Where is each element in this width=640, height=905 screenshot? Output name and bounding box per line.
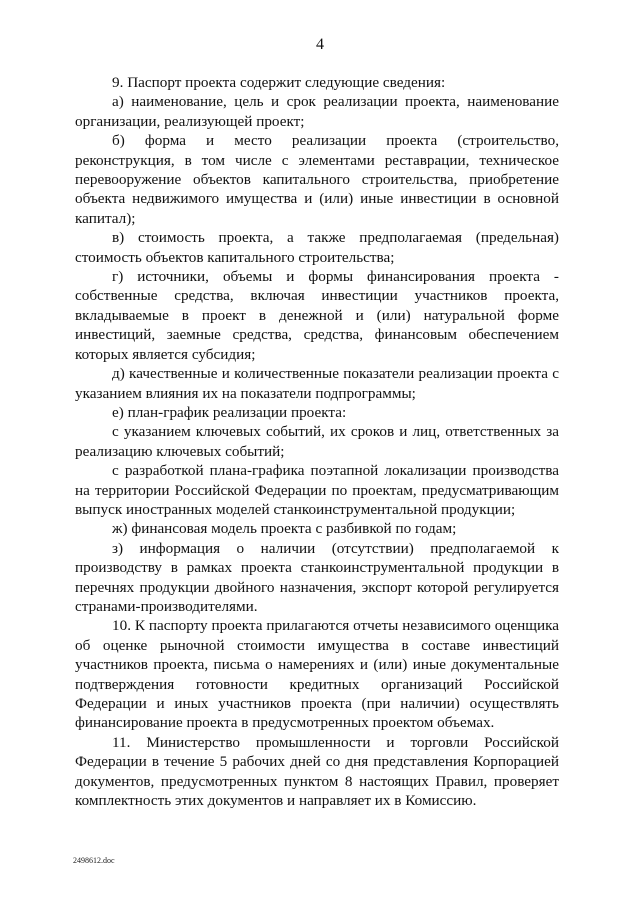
paragraph-9-intro: 9. Паспорт проекта содержит следующие сведения:	[112, 74, 446, 91]
document-body	[75, 73, 559, 810]
item-a-name-goal-term: а) наименование, цель и срок реализации проекта, наименование организации, реализующей проект;	[75, 93, 559, 130]
item-v-cost: в) стоимость проекта, а также предполагаемая (предельная) стоимость объектов капитального строительства;	[75, 229, 559, 266]
schedule-localization: с разработкой плана-графика поэтапной локализации производства на территории Российской Федерации по проектам, предусматривающим выпуск иностранных моделей станкоинструментальной продукции;	[75, 462, 559, 518]
item-d-indicators: д) качественные и количественные показатели реализации проекта с указанием влияния их на показатели подпрограммы;	[75, 365, 559, 402]
item-zh-financial-model: ж) финансовая модель проекта с разбивкой по годам;	[112, 520, 457, 538]
schedule-key-events: с указанием ключевых событий, их сроков и лиц, ответственных за реализацию ключевых событий;	[75, 423, 559, 460]
item-g-funding-sources: г) источники, объемы и формы финансирования проекта - собственные средства, включая инвестиции участников проекта, вкладываемые в проект в денежной и (или) натуральной форме инвестиций, заемные средства, средства, финансовым обеспечением которых является субсидия;	[75, 268, 559, 363]
page-number: 4	[316, 36, 324, 53]
paragraph-11: 11. Министерство промышленности и торговли Российской Федерации в течение 5 рабочих дней со дня представления Корпорацией документов, предусмотренных пунктом 8 настоящих Правил, проверяет комплектность этих документов и направляет их в Комиссию.	[75, 733, 559, 810]
item-b-form-place: б) форма и место реализации проекта (строительство, реконструкция, в том числе с элементами реставрации, техническое перевооружение объектов капитального строительства, приобретение объекта недвижимого имущества и (или) иные инвестиции в основной капитал);	[75, 132, 559, 227]
item-e-schedule: е) план-график реализации проекта:	[112, 403, 347, 421]
item-z-dual-use-info: з) информация о наличии (отсутствии) предполагаемой к производству в рамках проекта станкоинструментальной продукции в перечнях продукции двойного назначения, экспорт которой регулируется странами-производителями.	[75, 539, 559, 615]
paragraph-10: 10. К паспорту проекта прилагаются отчеты независимого оценщика об оценке рыночной стоимости имущества в составе инвестиций участников проекта, письма о намерениях и (или) иные документальные подтверждения готовности кредитных организаций Российской Федерации и иных участников проекта (при наличии) осуществлять финансирование проекта в предусмотренных проектом объемах.	[75, 617, 559, 732]
document-footer-filename: 2498612.doc	[73, 856, 115, 865]
